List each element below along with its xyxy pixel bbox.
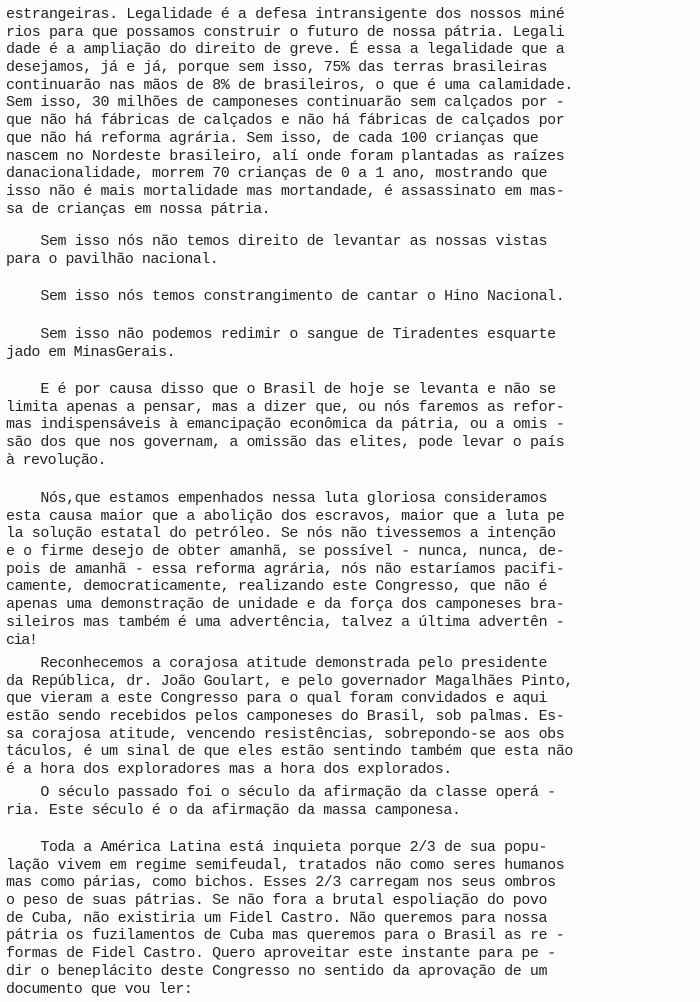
text-line: de Cuba, não existiria um Fidel Castro. Não queremos para nossa: [6, 909, 548, 927]
text-line: la solução estatal do petróleo. Se nós não tivessemos a intenção: [6, 525, 556, 543]
text-line: Sem isso não podemos redimir o sangue de Tiradentes esquarte: [6, 326, 556, 343]
text-line: continuarão nas mãos de 8% de brasileiros, o que é uma calamidade.: [6, 76, 573, 94]
text-line: que não há reforma agrária. Sem isso, de cada 100 crianças que: [6, 129, 539, 147]
text-line: cia!: [6, 631, 37, 649]
text-line: rios para que possamos construir o futuro de nossa pátria. Legali: [6, 23, 565, 41]
text-line: isso não é mais mortalidade mas mortandade, é assassinato em mas-: [6, 182, 565, 200]
text-line: estrangeiras. Legalidade é a defesa intransigente dos nossos miné: [6, 6, 565, 23]
text-line: jado em MinasGerais.: [6, 343, 176, 361]
text-line: Toda a América Latina está inquieta porque 2/3 de sua popu-: [6, 839, 548, 856]
text-line: o peso de suas pátrias. Se não fora a brutal espoliação do povo: [6, 892, 548, 910]
text-line: documento que vou ler:: [6, 980, 193, 998]
text-line: sa corajosa atitude, vencendo resistências, sobrepondo-se aos obs: [6, 725, 565, 743]
text-line: formas de Fidel Castro. Quero aproveitar este instante para pe -: [6, 945, 556, 963]
text-line: ria. Este século é o da afirmação da massa camponesa.: [6, 801, 461, 819]
text-line: E é por causa disso que o Brasil de hoje se levanta e não se: [6, 381, 556, 398]
text-line: à revolução.: [6, 451, 106, 469]
text-line: O século passado foi o século da afirmação da classe operá -: [6, 784, 556, 801]
paragraph-congresso: [6, 490, 700, 649]
text-line: danacionalidade, morrem 70 crianças de 0 a 1 ano, mostrando que: [6, 165, 548, 183]
paragraph-pavilhao: [6, 233, 700, 268]
text-line: mas como párias, como bichos. Esses 2/3 carregam nos seus ombros: [6, 874, 556, 892]
text-line: apenas uma demonstração de unidade e da força dos camponeses bra-: [6, 596, 565, 614]
text-line: estão sendo recebidos pelos camponeses do Brasil, sob palmas. Es-: [6, 708, 565, 726]
text-line: camente, democraticamente, realizando este Congresso, que não é: [6, 578, 548, 596]
text-line: esta causa maior que a abolição dos escravos, maior que a luta pe: [6, 507, 565, 525]
text-line: lação vivem em regime semifeudal, tratados não como seres humanos: [6, 856, 565, 874]
text-line: dir o beneplácito deste Congresso no sentido da aprovação de um: [6, 962, 548, 980]
text-line: da República, dr. João Goulart, e pelo governador Magalhães Pinto,: [6, 672, 573, 690]
text-line: que não há fábricas de calçados e não há fábricas de calçados por: [6, 112, 565, 130]
text-line: limita apenas a pensar, mas a dizer que, ou nós faremos as refor-: [6, 398, 565, 416]
text-line: nascem no Nordeste brasileiro, alí onde foram plantadas as raízes: [6, 147, 565, 165]
text-line: sa de crianças em nossa pátria.: [6, 200, 271, 218]
text-line: para o pavilhão nacional.: [6, 250, 219, 268]
text-line: Sem isso, 30 milhões de camponeses continuarão sem calçados por -: [6, 94, 565, 112]
text-line: é a hora dos exploradores mas a hora dos explorados.: [6, 761, 452, 779]
text-line: táculos, é um sinal de que eles estão sentindo também que esta não: [6, 743, 573, 761]
text-line: Sem isso nós temos constrangimento de cantar o Hino Nacional.: [6, 288, 565, 305]
paragraph-america-latina: [6, 839, 700, 998]
text-line: pátria os fuzilamentos de Cuba mas queremos para o Brasil as re -: [6, 927, 565, 945]
paragraph-hino: [6, 288, 700, 306]
paragraph-legalidade: [6, 6, 700, 218]
text-line: e o firme desejo de obter amanhã, se possível - nunca, nunca, de-: [6, 543, 565, 561]
text-line: dade é a ampliação do direito de greve. É essa a legalidade que a: [6, 41, 565, 59]
text-line: sileiros mas também é uma advertência, talvez a última advertên -: [6, 613, 565, 631]
text-line: Nós,que estamos empenhados nessa luta gloriosa consideramos: [6, 490, 548, 507]
paragraph-reconhecemos: [6, 655, 700, 779]
text-line: desejamos, já e já, porque sem isso, 75% das terras brasileiras: [6, 59, 548, 77]
text-line: mas indispensáveis à emancipação econômica da pátria, ou a omis -: [6, 416, 565, 434]
text-line: que vieram a este Congresso para o qual foram convidados e aqui: [6, 690, 548, 708]
text-line: Sem isso nós não temos direito de levantar as nossas vistas: [6, 233, 548, 250]
text-line: Reconhecemos a corajosa atitude demonstrada pelo presidente: [6, 655, 548, 672]
paragraph-tiradentes: [6, 326, 700, 361]
paragraph-revolucao: [6, 381, 700, 469]
text-line: pois de amanhã - essa reforma agrária, nós não estaríamos pacifi-: [6, 560, 565, 578]
paragraph-seculo: [6, 784, 700, 819]
text-line: são dos que nos governam, a omissão das elites, pode levar o país: [6, 434, 565, 452]
